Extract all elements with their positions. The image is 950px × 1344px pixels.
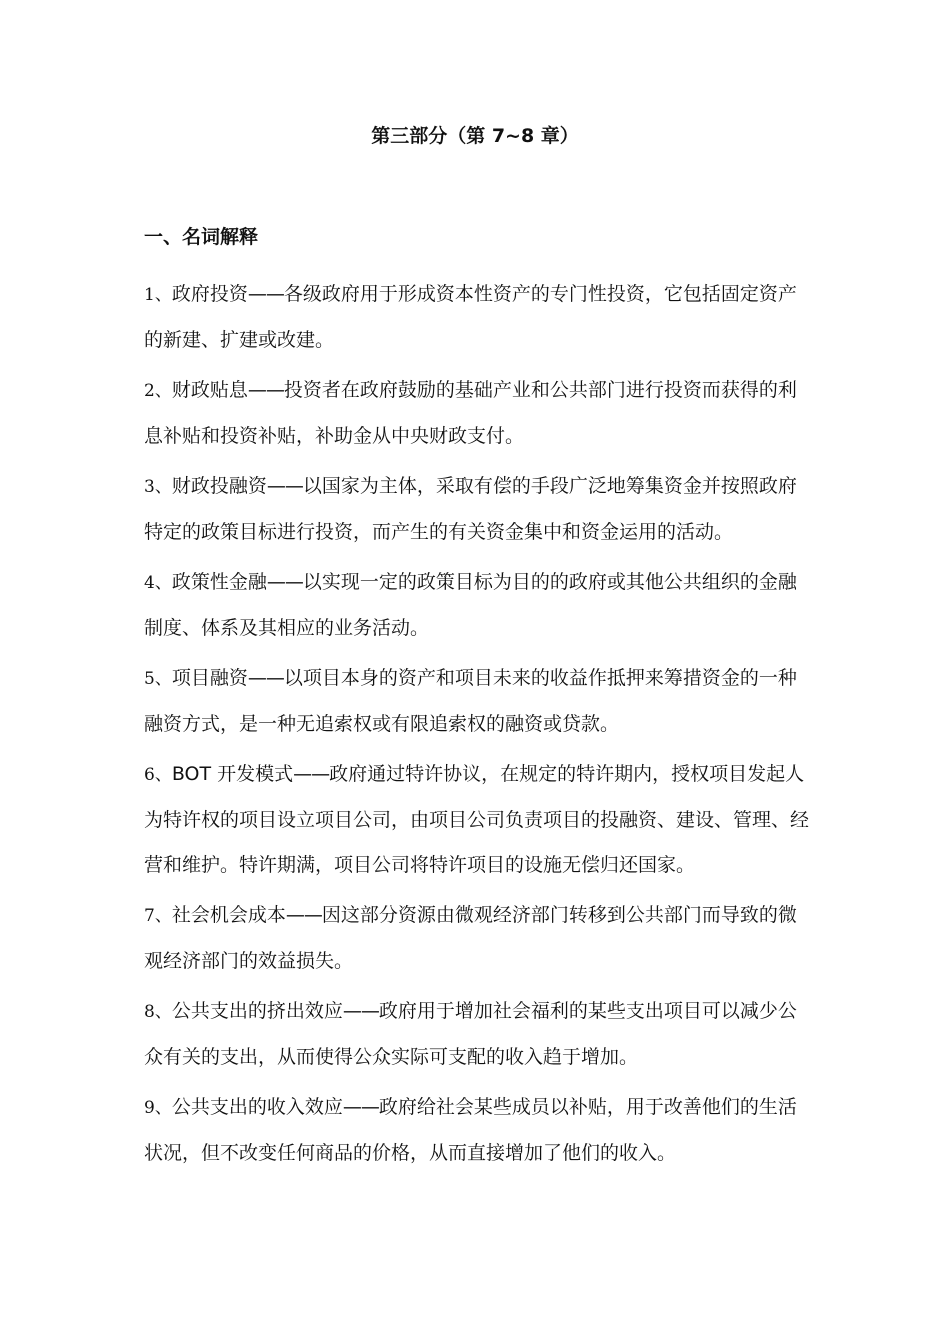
entry-number: 4、 (144, 573, 172, 593)
term-definition-list (144, 272, 810, 1181)
entry-term: 项目融资 (171, 667, 248, 689)
term-entry (144, 560, 810, 651)
term-entry (144, 368, 810, 459)
entry-dash: —— (247, 283, 284, 305)
entry-term: 财政投融资 (171, 475, 267, 497)
term-entry (144, 893, 810, 984)
entry-term: BOT 开发模式 (171, 763, 294, 785)
term-entry (144, 464, 810, 555)
entry-definition: 投资者在政府鼓励的基础产业和公共部门进行投资而获得的利息补贴和投资补贴，补助金从中央财政支付。 (144, 379, 797, 447)
entry-dash: —— (342, 1000, 379, 1022)
entry-dash: —— (266, 475, 303, 497)
entry-number: 8、 (144, 1002, 172, 1022)
entry-definition: 以国家为主体，采取有偿的手段广泛地筹集资金并按照政府特定的政策目标进行投资，而产生的有关资金集中和资金运用的活动。 (144, 475, 797, 543)
entry-dash: —— (247, 667, 284, 689)
entry-definition: 各级政府用于形成资本性资产的专门性投资，它包括固定资产的新建、扩建或改建。 (144, 283, 797, 351)
entry-dash: —— (285, 904, 322, 926)
entry-definition: 政府用于增加社会福利的某些支出项目可以减少公众有关的支出，从而使得公众实际可支配的收入趋于增加。 (144, 1000, 797, 1068)
entry-term: 政策性金融 (171, 571, 267, 593)
term-entry (144, 656, 810, 747)
entry-number: 7、 (144, 906, 172, 926)
entry-term: 社会机会成本 (171, 904, 286, 926)
section-heading: 一、名词解释 (144, 226, 259, 248)
term-entry (144, 752, 810, 888)
entry-number: 1、 (144, 285, 172, 305)
entry-definition: 以实现一定的政策目标为目的的政府或其他公共组织的金融制度、体系及其相应的业务活动。 (144, 571, 797, 639)
entry-term: 公共支出的收入效应 (171, 1096, 343, 1118)
entry-definition: 以项目本身的资产和项目未来的收益作抵押来筹措资金的一种融资方式，是一种无追索权或有限追索权的融资或贷款。 (144, 667, 797, 735)
entry-number: 9、 (144, 1098, 172, 1118)
entry-dash: —— (293, 763, 330, 785)
document-title: 第三部分（第 7~8 章） (371, 125, 579, 147)
entry-dash: —— (342, 1096, 379, 1118)
entry-dash: —— (247, 379, 284, 401)
entry-term: 财政贴息 (171, 379, 248, 401)
entry-term: 政府投资 (171, 283, 248, 305)
entry-number: 3、 (144, 477, 172, 497)
entry-term: 公共支出的挤出效应 (171, 1000, 343, 1022)
entry-definition: 政府给社会某些成员以补贴，用于改善他们的生活状况，但不改变任何商品的价格，从而直接增加了他们的收入。 (144, 1096, 797, 1164)
entry-number: 5、 (144, 669, 172, 689)
entry-dash: —— (266, 571, 303, 593)
term-entry (144, 989, 810, 1080)
entry-definition: 政府通过特许协议，在规定的特许期内，授权项目发起人为特许权的项目设立项目公司，由项目公司负责项目的投融资、建设、管理、经营和维护。特许期满，项目公司将特许项目的设施无偿归还国家。 (144, 763, 810, 876)
entry-number: 6、 (144, 765, 172, 785)
term-entry (144, 1085, 810, 1176)
entry-number: 2、 (144, 381, 172, 401)
term-entry (144, 272, 810, 363)
entry-definition: 因这部分资源由微观经济部门转移到公共部门而导致的微观经济部门的效益损失。 (144, 904, 797, 972)
